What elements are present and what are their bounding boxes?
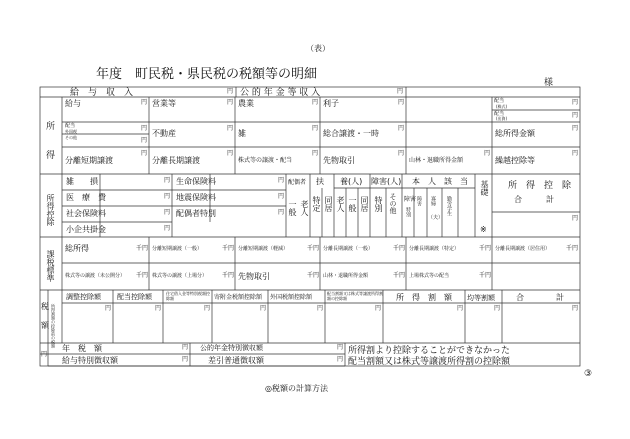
unit-senen: 千円 <box>479 272 492 279</box>
kojo-mae-label: 所得割額の控除前の税額 <box>51 304 56 348</box>
haito-label: 配当 <box>65 123 76 129</box>
chosei-kojo-label: 調整控除額 <box>66 293 101 301</box>
sakimono-label: 先物取引 <box>323 156 355 165</box>
unit-senen: 千円 <box>393 245 406 252</box>
page-number: ③ <box>584 369 593 379</box>
page-title: 年度 町民税・県民税の税額等の明細 <box>96 67 318 82</box>
kafu-sub-label: （夫） <box>428 215 444 221</box>
bunri-choki-tokutei-label: 分離長期譲渡（特定） <box>409 246 460 252</box>
haito-sonota-label: その他 <box>65 135 77 140</box>
koteki-nenkin-label: 公 的 年 金 等 収 入 <box>240 88 321 98</box>
unit-yen: 円 <box>227 125 234 132</box>
zeigaku-side-label: 額 <box>41 321 49 330</box>
unit-yen: 円 <box>317 305 324 312</box>
unit-yen: 円 <box>337 356 344 363</box>
unit-yen: 円 <box>457 305 464 312</box>
futsu-choshu-label: 差引普通徴収額 <box>208 356 264 365</box>
unit-yen: 円 <box>227 88 234 95</box>
gaikoku-kojo-label: 外国税額控除額 <box>270 294 313 301</box>
unit-yen: 円 <box>398 99 405 106</box>
bunri-tanki-keigen-label: 分離短期譲渡（軽減） <box>238 246 289 252</box>
unit-yen: 円 <box>484 150 491 157</box>
unit-yen: 円 <box>155 305 162 312</box>
haito-kojo-label: 配当控除額 <box>117 293 152 301</box>
unit-yen: 円 <box>227 150 234 157</box>
shotoku-wari-label: 所 得 割 額 <box>396 293 452 302</box>
unit-yen: 円 <box>164 177 171 184</box>
bunri-choki-label: 分離長期譲渡 <box>152 156 200 165</box>
bunri-choki-kyoju-label: 分離長期譲渡（居住用） <box>495 246 551 252</box>
shotoku-side-label: 得 <box>46 151 56 161</box>
unit-yen: 円 <box>278 209 285 216</box>
haigusha-rojin-label: 老人 <box>300 200 309 216</box>
nogyo-label: 農業 <box>238 99 254 108</box>
unit-yen: 円 <box>164 225 171 232</box>
haito-shusshi-sub: (出資) <box>496 116 508 121</box>
unit-yen: 円 <box>227 99 234 106</box>
shotoku-kojo-gokei-label: 合 計 <box>514 195 554 204</box>
note-line1: 所得割より控除することができなかった <box>348 346 511 356</box>
unit-yen: 円 <box>337 344 344 351</box>
rishi-label: 利子 <box>323 99 339 108</box>
kabu-joto-label: 株式等の譲渡・配当 <box>238 157 293 164</box>
unit-yen: 円 <box>398 150 405 157</box>
fudosan-label: 不動産 <box>152 129 176 138</box>
unit-senen: 千円 <box>393 272 406 279</box>
unit-yen: 円 <box>375 305 382 312</box>
unit-yen: 円 <box>312 99 319 106</box>
haigusha-tokubetsu-label: 配偶者特別 <box>176 209 216 218</box>
honnin-shogai-small-label: 障害 <box>416 196 422 206</box>
unit-yen: 円 <box>572 112 579 119</box>
sogo-joto-label: 総合譲渡・一時 <box>323 129 379 138</box>
shakai-hoken-label: 社会保険料 <box>66 209 106 218</box>
shotoku-side-label: 所 <box>46 122 56 132</box>
fuyo-label: 扶 養(人) <box>316 177 363 186</box>
sogo-shotoku-tax-label: 総所得 <box>65 244 89 253</box>
unit-yen: 円 <box>41 351 48 358</box>
honnin-tokubetsu-label: 特別 <box>405 207 411 217</box>
kyuyo-choshu-label: 給与特別徴収額 <box>62 356 118 365</box>
haito-kabu-sub: (株式) <box>496 104 508 109</box>
sanrin-tax-label: 山林・退職所得金額 <box>323 273 369 279</box>
sama-label: 様 <box>544 78 554 88</box>
unit-yen: 円 <box>397 88 404 95</box>
unit-yen: 円 <box>572 305 579 312</box>
shokibo-label: 小企共掛金 <box>66 225 106 234</box>
unit-senen: 千円 <box>136 245 149 252</box>
unit-yen: 円 <box>312 150 319 157</box>
gokei-label: 合 計 <box>516 293 564 302</box>
caption: ◎税額の計算方法 <box>265 384 328 393</box>
kafu-label: 寡婦 <box>430 196 436 206</box>
kome-mark: ※ <box>480 225 487 234</box>
zasson-label: 雑 損 <box>66 177 98 186</box>
jishin-hoken-label: 地震保険料 <box>176 193 216 202</box>
kifukin-kojo-label: 寄附金税額控除額 <box>214 294 263 301</box>
koteki-choshu-label: 公的年金特別徴収額 <box>200 344 263 352</box>
unit-yen: 円 <box>141 150 148 157</box>
honnin-shogai-label: 障害 <box>404 196 417 203</box>
note-line2: 配当割額又は株式等譲渡所得割の控除額 <box>348 357 511 367</box>
unit-yen: 円 <box>278 177 285 184</box>
zeigaku-side-label: 税 <box>41 302 49 311</box>
honnin-gaito-label: 本 人 該 当 <box>412 177 468 186</box>
sogo-shotoku-label: 総所得金額 <box>495 129 535 138</box>
shogai-sonota-label: その他 <box>389 193 397 214</box>
zatsu-label: 雑 <box>238 129 246 138</box>
unit-yen: 円 <box>312 125 319 132</box>
unit-yen: 円 <box>164 193 171 200</box>
unit-yen: 円 <box>494 305 501 312</box>
shotoku-kojo-total-label: 所 得 控 除 <box>508 181 572 191</box>
unit-yen: 円 <box>164 209 171 216</box>
unit-yen: 円 <box>141 125 148 132</box>
unit-senen: 千円 <box>307 272 320 279</box>
unit-senen: 千円 <box>479 245 492 252</box>
kinro-gakusei-label: 勤労学生 <box>446 196 452 216</box>
unit-yen: 円 <box>572 215 579 222</box>
fuyo-tokutei-label: 特定 <box>312 196 321 212</box>
unit-yen: 円 <box>141 99 148 106</box>
seimei-hoken-label: 生命保険料 <box>176 177 216 186</box>
unit-senen: 千円 <box>136 272 149 279</box>
unit-senen: 千円 <box>566 245 579 252</box>
bunri-tanki-ippan-label: 分離短期譲渡（一般） <box>152 246 203 252</box>
unit-yen: 円 <box>572 125 579 132</box>
unit-yen: 円 <box>105 305 112 312</box>
haigusha-label: 配偶者 <box>288 179 307 186</box>
jutaku-kojo-label: 住宅借入金等特別税額控除額 <box>166 291 210 301</box>
jojo-haito-label: 上場株式等の配当 <box>409 273 450 279</box>
unit-senen: 千円 <box>222 245 235 252</box>
unit-senen: 千円 <box>307 245 320 252</box>
haito-wari-kojo-label: 配当割額又は株式等譲渡所得割額の控除額 <box>327 291 383 301</box>
bunri-tanki-label: 分離短期譲渡 <box>65 156 113 165</box>
unit-yen: 円 <box>182 344 189 351</box>
bunri-choki-ippan-label: 分離長期譲渡（一般） <box>323 246 374 252</box>
kazei-hyojun-side-label: 課税標準 <box>46 250 55 282</box>
kabu-jojo-label: 株式等の譲渡（上場分） <box>152 273 208 279</box>
haito-kabu-label: 配当 <box>494 98 505 104</box>
unit-yen: 円 <box>572 99 579 106</box>
iryohi-label: 医 療 費 <box>66 193 106 202</box>
kabu-mijojo-label: 株式等の譲渡（未公開分） <box>65 273 126 279</box>
kyuyo-label: 給与 <box>65 99 81 108</box>
haito-shusshi-label: 配当 <box>494 111 505 117</box>
unit-senen: 千円 <box>222 272 235 279</box>
unit-yen: 円 <box>278 193 285 200</box>
unit-yen: 円 <box>182 356 189 363</box>
fuyo-dokyo-label: 同居 <box>324 196 333 212</box>
haito-gaikoku-label: 外国税 <box>65 129 77 134</box>
fuyo-dokyo2-label: 同居 <box>360 196 369 212</box>
unit-yen: 円 <box>572 150 579 157</box>
nenzeigaku-label: 年 税 額 <box>62 344 102 353</box>
fuyo-rojin-label: 老人 <box>336 196 345 212</box>
fuyo-ippan-label: 一般 <box>348 196 357 212</box>
unit-yen: 円 <box>141 137 148 144</box>
sanrin-label: 山林・退職所得金額 <box>409 157 464 164</box>
haigusha-ippan-label: 一般 <box>288 200 297 216</box>
unit-yen: 円 <box>398 125 405 132</box>
shogai-tokubetsu-label: 特別 <box>374 196 383 212</box>
kurikoshi-label: 繰越控除等 <box>495 156 535 165</box>
shotoku-kojo-side-label: 所得控除 <box>46 194 55 226</box>
shogai-label: 障害(人) <box>371 177 402 186</box>
unit-yen: 円 <box>204 305 211 312</box>
kiso-label: 基礎 <box>480 180 489 196</box>
eigyo-label: 営業等 <box>152 99 176 108</box>
kyuyo-shunyu-label: 給 与 収 入 <box>70 88 134 98</box>
unit-yen: 円 <box>260 305 267 312</box>
sakimono-tax-label: 先物取引 <box>238 272 270 281</box>
top-mark: （表） <box>306 44 330 53</box>
kintowari-label: 均等割額 <box>467 294 495 302</box>
